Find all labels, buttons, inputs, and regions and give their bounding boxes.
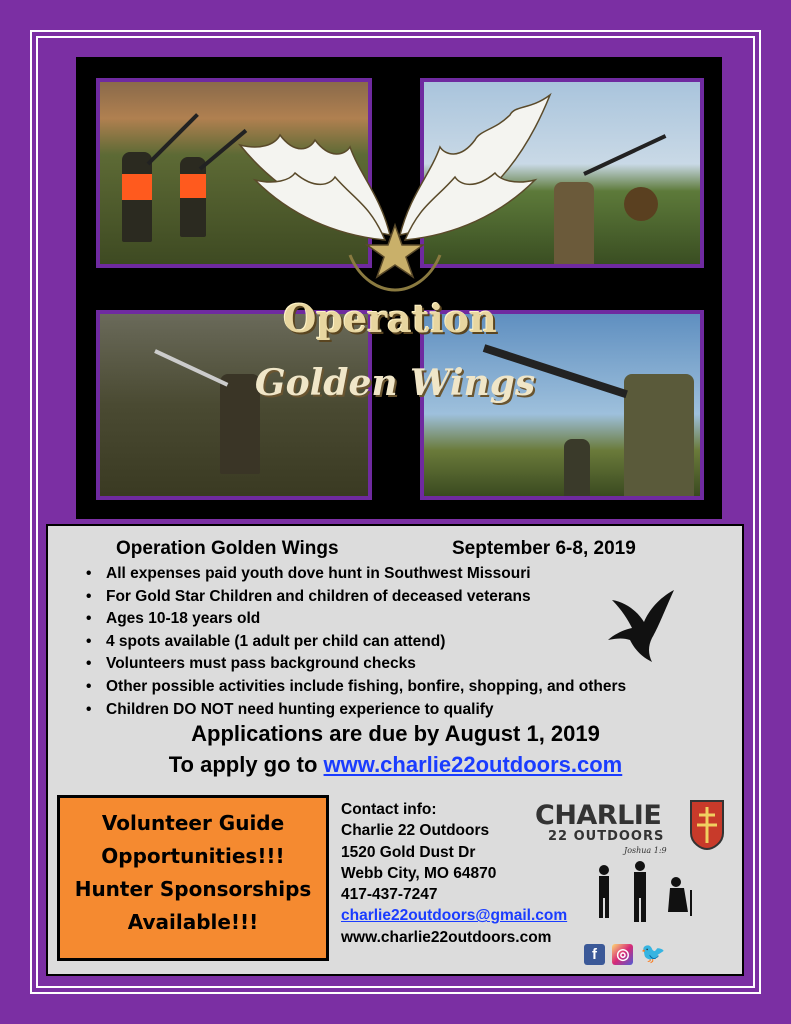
- list-item: • Children DO NOT need hunting experience to qualify: [82, 699, 626, 722]
- list-item: • Volunteers must pass background checks: [82, 653, 626, 676]
- shield-icon: [689, 799, 725, 851]
- event-date: September 6-8, 2019: [452, 538, 636, 559]
- list-item: • Ages 10-18 years old: [82, 608, 626, 631]
- apply-link[interactable]: www.charlie22outdoors.com: [323, 752, 623, 777]
- contact-phone: 417-437-7247: [341, 886, 438, 904]
- list-item: • All expenses paid youth dove hunt in Southwest Missouri: [82, 563, 626, 586]
- title-golden-wings: Golden Wings: [254, 362, 536, 404]
- social-icons: [584, 944, 665, 965]
- logo-tag: Joshua 1:9: [624, 846, 667, 855]
- callout-line: Opportunities!!!: [101, 844, 285, 868]
- contact-block: [341, 799, 567, 948]
- details-list: [82, 563, 626, 721]
- logo-name: CHARLIE: [535, 800, 662, 831]
- volunteer-callout: [57, 795, 329, 961]
- deadline-text: Applications are due by August 1, 2019: [191, 721, 600, 746]
- callout-line: Available!!!: [127, 910, 259, 934]
- contact-street: 1520 Gold Dust Dr: [341, 843, 476, 861]
- apply-line: [0, 752, 791, 778]
- twitter-icon[interactable]: 🐦: [640, 943, 666, 965]
- list-item: • Other possible activities include fishing, bonfire, shopping, and others: [82, 676, 626, 699]
- contact-name: Charlie 22 Outdoors: [341, 822, 490, 840]
- list-item: • For Gold Star Children and children of deceased veterans: [82, 586, 626, 609]
- contact-label: Contact info:: [341, 801, 437, 818]
- contact-website: www.charlie22outdoors.com: [341, 928, 552, 946]
- golden-wings-emblem: [220, 85, 570, 295]
- info-heading: Operation Golden Wings: [116, 538, 339, 559]
- soldiers-icon: [590, 860, 700, 924]
- apply-prefix: To apply go to: [168, 752, 324, 777]
- contact-email[interactable]: charlie22outdoors@gmail.com: [341, 907, 568, 925]
- logo-sub: 22 OUTDOORS: [548, 829, 665, 844]
- dove-icon: [604, 588, 676, 664]
- callout-line: Hunter Sponsorships: [74, 877, 312, 901]
- list-item: • 4 spots available (1 adult per child can attend): [82, 631, 626, 654]
- callout-line: Volunteer Guide: [101, 811, 285, 835]
- contact-city: Webb City, MO 64870: [341, 864, 497, 882]
- title-operation: Operation: [283, 296, 497, 341]
- facebook-icon[interactable]: f: [584, 944, 605, 965]
- instagram-icon[interactable]: ◎: [612, 944, 633, 965]
